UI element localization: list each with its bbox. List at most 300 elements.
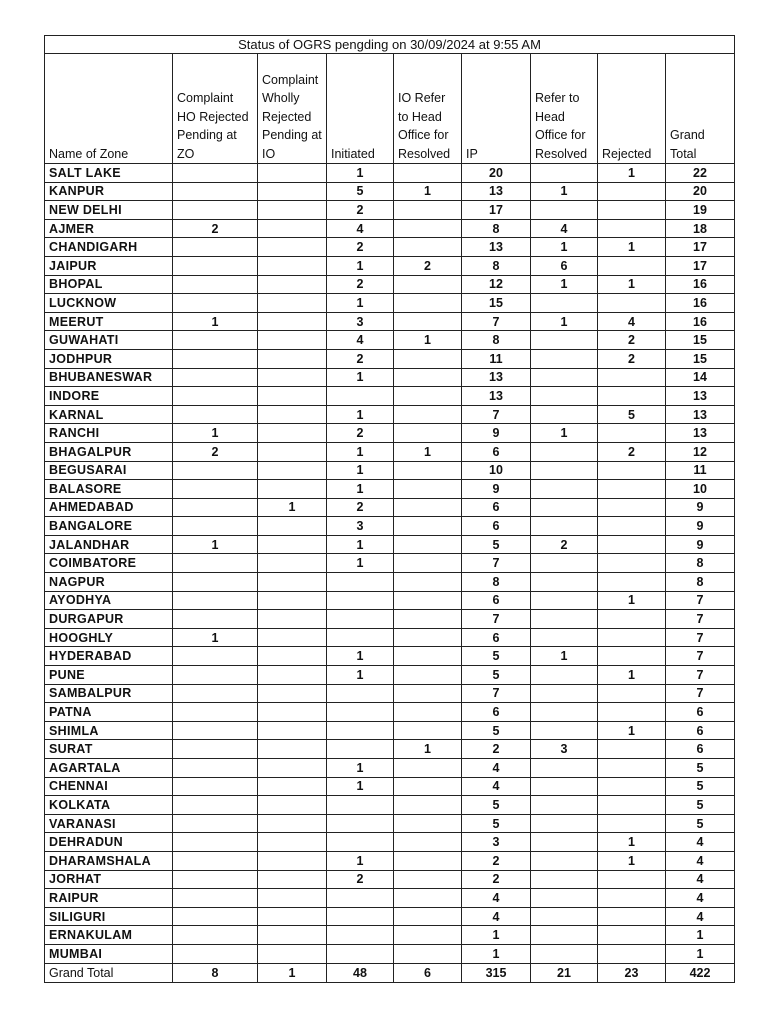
cell-zone-name: AGARTALA: [45, 759, 173, 778]
cell-zone-name: SALT LAKE: [45, 164, 173, 183]
cell-grand-total: 13: [666, 424, 735, 443]
cell-rejected: 1: [598, 164, 666, 183]
cell-wholly-rejected: [258, 851, 327, 870]
table-row: [45, 870, 735, 889]
table-row: [45, 442, 735, 461]
cell-io-refer: [394, 405, 462, 424]
cell-grand-total: 12: [666, 442, 735, 461]
table-row: [45, 944, 735, 963]
cell-ip: 4: [462, 907, 531, 926]
cell-ho-rejected: [173, 684, 258, 703]
table-row: [45, 573, 735, 592]
table-row: [45, 368, 735, 387]
cell-zone-name: HOOGHLY: [45, 628, 173, 647]
cell-ho-rejected: 1: [173, 424, 258, 443]
cell-refer-ho: [531, 721, 598, 740]
cell-ho-rejected: [173, 498, 258, 517]
cell-wholly-rejected: [258, 405, 327, 424]
cell-refer-ho: 2: [531, 535, 598, 554]
table-row: [45, 201, 735, 220]
table-row: [45, 684, 735, 703]
total-wholly-rejected: 1: [258, 963, 327, 982]
cell-ip: 15: [462, 294, 531, 313]
cell-refer-ho: [531, 480, 598, 499]
table-row: [45, 238, 735, 257]
cell-refer-ho: [531, 201, 598, 220]
cell-zone-name: VARANASI: [45, 814, 173, 833]
cell-io-refer: [394, 628, 462, 647]
cell-grand-total: 20: [666, 182, 735, 201]
cell-initiated: 4: [327, 331, 394, 350]
cell-refer-ho: [531, 591, 598, 610]
cell-refer-ho: [531, 405, 598, 424]
cell-rejected: [598, 759, 666, 778]
cell-grand-total: 7: [666, 684, 735, 703]
cell-ip: 13: [462, 182, 531, 201]
cell-io-refer: [394, 238, 462, 257]
cell-initiated: [327, 610, 394, 629]
cell-ip: 2: [462, 851, 531, 870]
cell-grand-total: 1: [666, 944, 735, 963]
cell-ho-rejected: [173, 405, 258, 424]
cell-grand-total: 7: [666, 610, 735, 629]
cell-initiated: 5: [327, 182, 394, 201]
cell-ho-rejected: [173, 461, 258, 480]
cell-wholly-rejected: [258, 814, 327, 833]
cell-ip: 1: [462, 926, 531, 945]
cell-grand-total: 5: [666, 814, 735, 833]
cell-ip: 6: [462, 628, 531, 647]
cell-rejected: [598, 182, 666, 201]
cell-refer-ho: [531, 387, 598, 406]
cell-refer-ho: [531, 851, 598, 870]
cell-rejected: 1: [598, 851, 666, 870]
cell-wholly-rejected: [258, 256, 327, 275]
cell-initiated: 1: [327, 405, 394, 424]
table-row: [45, 461, 735, 480]
cell-ho-rejected: [173, 387, 258, 406]
cell-rejected: 4: [598, 312, 666, 331]
cell-initiated: 2: [327, 238, 394, 257]
cell-ip: 13: [462, 238, 531, 257]
table-row: [45, 647, 735, 666]
cell-io-refer: [394, 219, 462, 238]
cell-ip: 12: [462, 275, 531, 294]
cell-rejected: 1: [598, 275, 666, 294]
table-row: [45, 703, 735, 722]
cell-refer-ho: [531, 666, 598, 685]
cell-wholly-rejected: [258, 740, 327, 759]
cell-rejected: 1: [598, 591, 666, 610]
grand-total-label: Grand Total: [45, 963, 173, 982]
table-row: [45, 405, 735, 424]
cell-initiated: [327, 573, 394, 592]
cell-rejected: [598, 256, 666, 275]
cell-refer-ho: [531, 889, 598, 908]
cell-zone-name: CHENNAI: [45, 777, 173, 796]
cell-ho-rejected: [173, 517, 258, 536]
cell-ho-rejected: [173, 703, 258, 722]
total-grand: 422: [666, 963, 735, 982]
cell-refer-ho: [531, 517, 598, 536]
header-grand-total: Grand Total: [666, 54, 735, 164]
cell-grand-total: 5: [666, 777, 735, 796]
cell-io-refer: [394, 275, 462, 294]
cell-wholly-rejected: [258, 944, 327, 963]
cell-wholly-rejected: [258, 424, 327, 443]
cell-io-refer: 1: [394, 331, 462, 350]
table-row: [45, 331, 735, 350]
cell-initiated: 1: [327, 368, 394, 387]
cell-wholly-rejected: [258, 759, 327, 778]
cell-grand-total: 7: [666, 591, 735, 610]
cell-zone-name: JODHPUR: [45, 349, 173, 368]
table-row: [45, 219, 735, 238]
table-row: [45, 591, 735, 610]
cell-grand-total: 4: [666, 907, 735, 926]
cell-rejected: [598, 926, 666, 945]
cell-refer-ho: [531, 461, 598, 480]
cell-ip: 7: [462, 684, 531, 703]
cell-zone-name: JORHAT: [45, 870, 173, 889]
cell-wholly-rejected: [258, 907, 327, 926]
cell-ip: 7: [462, 554, 531, 573]
cell-ip: 6: [462, 517, 531, 536]
cell-wholly-rejected: [258, 796, 327, 815]
cell-initiated: 2: [327, 349, 394, 368]
table-row: [45, 535, 735, 554]
cell-rejected: [598, 684, 666, 703]
cell-zone-name: SILIGURI: [45, 907, 173, 926]
cell-initiated: [327, 814, 394, 833]
cell-wholly-rejected: [258, 554, 327, 573]
cell-wholly-rejected: [258, 591, 327, 610]
cell-rejected: [598, 740, 666, 759]
cell-rejected: [598, 424, 666, 443]
cell-zone-name: ERNAKULAM: [45, 926, 173, 945]
cell-ho-rejected: [173, 944, 258, 963]
cell-ip: 4: [462, 889, 531, 908]
cell-wholly-rejected: [258, 647, 327, 666]
table-row: [45, 275, 735, 294]
cell-io-refer: [394, 796, 462, 815]
cell-refer-ho: 3: [531, 740, 598, 759]
cell-refer-ho: 4: [531, 219, 598, 238]
table-row: [45, 294, 735, 313]
cell-io-refer: [394, 684, 462, 703]
cell-io-refer: [394, 201, 462, 220]
table-row: [45, 498, 735, 517]
cell-rejected: [598, 387, 666, 406]
cell-initiated: 1: [327, 777, 394, 796]
cell-ho-rejected: 1: [173, 628, 258, 647]
header-rejected: Rejected: [598, 54, 666, 164]
cell-initiated: 1: [327, 666, 394, 685]
cell-wholly-rejected: [258, 294, 327, 313]
cell-initiated: 1: [327, 480, 394, 499]
cell-rejected: [598, 201, 666, 220]
cell-ip: 1: [462, 944, 531, 963]
cell-ip: 2: [462, 740, 531, 759]
cell-wholly-rejected: [258, 219, 327, 238]
cell-wholly-rejected: [258, 312, 327, 331]
cell-rejected: [598, 535, 666, 554]
cell-grand-total: 8: [666, 554, 735, 573]
cell-rejected: [598, 777, 666, 796]
table-row: [45, 164, 735, 183]
cell-rejected: 2: [598, 349, 666, 368]
cell-ip: 6: [462, 591, 531, 610]
table-row: [45, 554, 735, 573]
cell-refer-ho: [531, 759, 598, 778]
cell-io-refer: [394, 610, 462, 629]
cell-rejected: [598, 461, 666, 480]
cell-ip: 5: [462, 535, 531, 554]
cell-ho-rejected: [173, 647, 258, 666]
cell-wholly-rejected: [258, 461, 327, 480]
cell-ip: 9: [462, 480, 531, 499]
cell-initiated: 4: [327, 219, 394, 238]
cell-io-refer: [394, 349, 462, 368]
cell-ho-rejected: 1: [173, 312, 258, 331]
cell-rejected: [598, 796, 666, 815]
cell-refer-ho: [531, 944, 598, 963]
table-row: [45, 926, 735, 945]
cell-grand-total: 19: [666, 201, 735, 220]
cell-ip: 5: [462, 666, 531, 685]
cell-io-refer: 1: [394, 740, 462, 759]
table-row: [45, 312, 735, 331]
cell-ho-rejected: 1: [173, 535, 258, 554]
total-io-refer: 6: [394, 963, 462, 982]
table-row: [45, 349, 735, 368]
cell-io-refer: 1: [394, 182, 462, 201]
cell-rejected: 2: [598, 331, 666, 350]
cell-refer-ho: [531, 814, 598, 833]
cell-ho-rejected: [173, 759, 258, 778]
cell-grand-total: 6: [666, 721, 735, 740]
cell-ho-rejected: [173, 926, 258, 945]
cell-io-refer: [394, 294, 462, 313]
cell-grand-total: 4: [666, 889, 735, 908]
cell-ho-rejected: [173, 349, 258, 368]
table-row: [45, 833, 735, 852]
cell-ho-rejected: [173, 164, 258, 183]
cell-ho-rejected: [173, 796, 258, 815]
cell-io-refer: [394, 814, 462, 833]
cell-grand-total: 16: [666, 312, 735, 331]
cell-io-refer: [394, 517, 462, 536]
cell-rejected: [598, 294, 666, 313]
cell-rejected: [598, 573, 666, 592]
cell-initiated: [327, 628, 394, 647]
cell-grand-total: 4: [666, 833, 735, 852]
cell-ho-rejected: [173, 331, 258, 350]
table-row: [45, 907, 735, 926]
cell-rejected: [598, 647, 666, 666]
cell-grand-total: 5: [666, 759, 735, 778]
report-title: Status of OGRS pengding on 30/09/2024 at 9:55 AM: [45, 36, 735, 54]
cell-grand-total: 15: [666, 349, 735, 368]
header-io-refer-ho: IO Refer to Head Office for Resolved: [394, 54, 462, 164]
total-ip: 315: [462, 963, 531, 982]
cell-wholly-rejected: [258, 721, 327, 740]
cell-refer-ho: 1: [531, 182, 598, 201]
cell-initiated: 3: [327, 312, 394, 331]
cell-refer-ho: [531, 573, 598, 592]
cell-initiated: 2: [327, 870, 394, 889]
cell-io-refer: [394, 721, 462, 740]
cell-zone-name: DEHRADUN: [45, 833, 173, 852]
cell-rejected: [598, 944, 666, 963]
cell-grand-total: 17: [666, 256, 735, 275]
cell-ho-rejected: [173, 480, 258, 499]
cell-ho-rejected: [173, 610, 258, 629]
table-row: [45, 256, 735, 275]
cell-ip: 10: [462, 461, 531, 480]
cell-grand-total: 4: [666, 851, 735, 870]
cell-wholly-rejected: [258, 368, 327, 387]
cell-ip: 4: [462, 777, 531, 796]
header-row: [45, 54, 735, 164]
table-row: [45, 666, 735, 685]
cell-initiated: 2: [327, 498, 394, 517]
cell-initiated: [327, 591, 394, 610]
cell-zone-name: AHMEDABAD: [45, 498, 173, 517]
cell-initiated: [327, 907, 394, 926]
cell-grand-total: 15: [666, 331, 735, 350]
cell-rejected: [598, 368, 666, 387]
cell-initiated: [327, 833, 394, 852]
cell-ho-rejected: [173, 573, 258, 592]
cell-refer-ho: [531, 294, 598, 313]
cell-wholly-rejected: [258, 201, 327, 220]
cell-io-refer: [394, 164, 462, 183]
cell-zone-name: AYODHYA: [45, 591, 173, 610]
cell-wholly-rejected: [258, 926, 327, 945]
cell-grand-total: 7: [666, 647, 735, 666]
cell-zone-name: JAIPUR: [45, 256, 173, 275]
cell-zone-name: DHARAMSHALA: [45, 851, 173, 870]
cell-rejected: [598, 480, 666, 499]
cell-io-refer: [394, 368, 462, 387]
cell-wholly-rejected: [258, 480, 327, 499]
cell-refer-ho: [531, 907, 598, 926]
cell-grand-total: 16: [666, 294, 735, 313]
cell-rejected: [598, 870, 666, 889]
cell-zone-name: BEGUSARAI: [45, 461, 173, 480]
cell-initiated: [327, 721, 394, 740]
cell-ho-rejected: [173, 182, 258, 201]
cell-ip: 13: [462, 368, 531, 387]
cell-zone-name: BHUBANESWAR: [45, 368, 173, 387]
cell-io-refer: [394, 573, 462, 592]
cell-grand-total: 4: [666, 870, 735, 889]
cell-io-refer: [394, 926, 462, 945]
cell-ho-rejected: [173, 256, 258, 275]
cell-zone-name: SHIMLA: [45, 721, 173, 740]
cell-io-refer: [394, 591, 462, 610]
cell-rejected: 1: [598, 721, 666, 740]
cell-refer-ho: [531, 796, 598, 815]
cell-zone-name: MEERUT: [45, 312, 173, 331]
cell-initiated: 1: [327, 759, 394, 778]
cell-initiated: 1: [327, 554, 394, 573]
cell-io-refer: [394, 851, 462, 870]
cell-grand-total: 5: [666, 796, 735, 815]
cell-wholly-rejected: [258, 238, 327, 257]
cell-wholly-rejected: [258, 517, 327, 536]
cell-wholly-rejected: [258, 442, 327, 461]
cell-ho-rejected: [173, 833, 258, 852]
cell-ip: 5: [462, 814, 531, 833]
cell-ho-rejected: [173, 870, 258, 889]
cell-ip: 2: [462, 870, 531, 889]
cell-zone-name: SAMBALPUR: [45, 684, 173, 703]
cell-wholly-rejected: 1: [258, 498, 327, 517]
cell-refer-ho: [531, 368, 598, 387]
cell-zone-name: BHOPAL: [45, 275, 173, 294]
cell-ho-rejected: [173, 814, 258, 833]
cell-ho-rejected: [173, 721, 258, 740]
cell-wholly-rejected: [258, 628, 327, 647]
cell-initiated: 1: [327, 535, 394, 554]
cell-ip: 9: [462, 424, 531, 443]
cell-initiated: [327, 740, 394, 759]
table-row: [45, 182, 735, 201]
cell-io-refer: [394, 535, 462, 554]
table-row: [45, 740, 735, 759]
cell-initiated: 1: [327, 647, 394, 666]
cell-refer-ho: [531, 331, 598, 350]
cell-ip: 6: [462, 498, 531, 517]
table-row: [45, 387, 735, 406]
cell-refer-ho: 1: [531, 238, 598, 257]
cell-io-refer: [394, 759, 462, 778]
cell-initiated: [327, 703, 394, 722]
cell-io-refer: [394, 387, 462, 406]
cell-ip: 8: [462, 219, 531, 238]
cell-initiated: [327, 926, 394, 945]
cell-io-refer: [394, 666, 462, 685]
cell-zone-name: CHANDIGARH: [45, 238, 173, 257]
cell-wholly-rejected: [258, 610, 327, 629]
cell-wholly-rejected: [258, 349, 327, 368]
table-row: [45, 777, 735, 796]
cell-wholly-rejected: [258, 535, 327, 554]
cell-refer-ho: [531, 777, 598, 796]
cell-grand-total: 22: [666, 164, 735, 183]
cell-rejected: [598, 628, 666, 647]
cell-io-refer: [394, 480, 462, 499]
cell-refer-ho: 1: [531, 275, 598, 294]
cell-rejected: [598, 907, 666, 926]
cell-refer-ho: 1: [531, 312, 598, 331]
cell-refer-ho: [531, 554, 598, 573]
cell-ip: 7: [462, 312, 531, 331]
table-row: [45, 610, 735, 629]
cell-ip: 4: [462, 759, 531, 778]
cell-zone-name: SURAT: [45, 740, 173, 759]
cell-wholly-rejected: [258, 164, 327, 183]
cell-initiated: 1: [327, 294, 394, 313]
cell-wholly-rejected: [258, 331, 327, 350]
cell-grand-total: 9: [666, 535, 735, 554]
cell-zone-name: BANGALORE: [45, 517, 173, 536]
cell-initiated: 2: [327, 275, 394, 294]
cell-zone-name: PUNE: [45, 666, 173, 685]
cell-wholly-rejected: [258, 833, 327, 852]
